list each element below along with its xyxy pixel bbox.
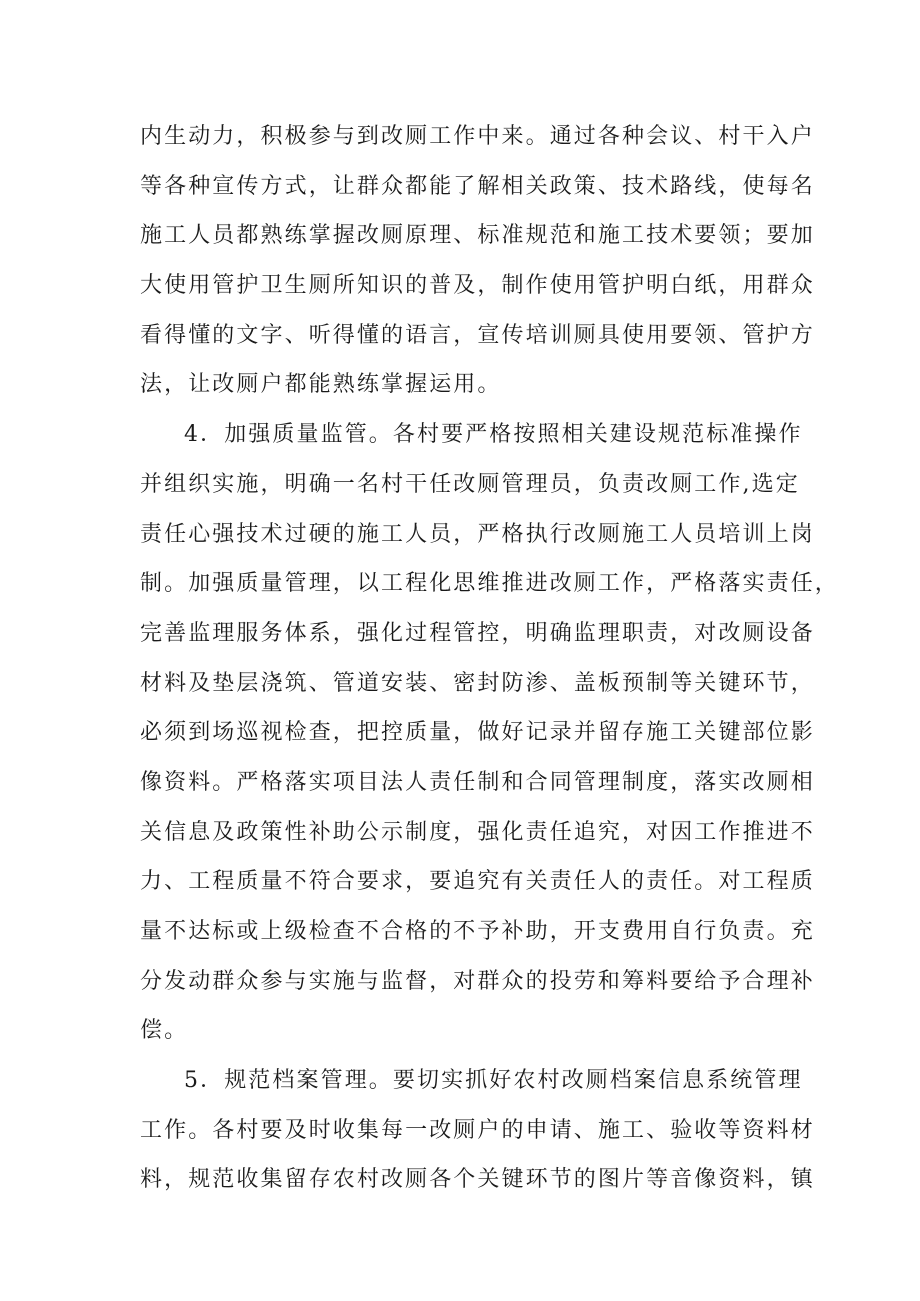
text-line: 偿。: [140, 1018, 189, 1044]
paragraph-publicity: [140, 112, 815, 410]
text-line: 量不达标或上级检查不合格的不予补助，开支费用自行负责。充: [140, 919, 815, 944]
text-line: 完善监理服务体系，强化过程管控，明确监理职责，对改厕设备: [140, 620, 815, 646]
text-line: 力、工程质量不符合要求，要追究有关责任人的责任。对工程质: [140, 869, 815, 895]
text-line: 大使用管护卫生厕所知识的普及，制作使用管护明白纸，用群众: [140, 273, 815, 299]
text-line: 5．规范档案管理。要切实抓好农村改厕档案信息系统管理: [184, 1068, 803, 1094]
text-line: 料，规范收集留存农村改厕各个关键环节的图片等音像资料，镇: [140, 1167, 815, 1193]
text-line: 施工人员都熟练掌握改厕原理、标准规范和施工技术要领；要加: [140, 223, 815, 249]
text-line: 像资料。严格落实项目法人责任制和合同管理制度，落实改厕相: [140, 769, 815, 795]
text-line: 分发动群众参与实施与监督，对群众的投劳和筹料要给予合理补: [140, 968, 815, 994]
text-line: 关信息及政策性补助公示制度，强化责任追究，对因工作推进不: [140, 819, 815, 845]
text-line: 必须到场巡视检查，把控质量，做好记录并留存施工关键部位影: [140, 720, 815, 746]
text-line: 并组织实施，明确一名村干任改厕管理员，负责改厕工作,选定: [140, 471, 800, 497]
paragraph-quality-supervision: [140, 410, 839, 1056]
text-line: 制。加强质量管理，以工程化思维推进改厕工作，严格落实责任，: [140, 571, 839, 597]
document-body: [140, 112, 839, 1205]
paragraph-archive-management: [140, 1056, 815, 1205]
text-line: 4．加强质量监管。各村要严格按照相关建设规范标准操作: [184, 422, 803, 448]
text-line: 责任心强技术过硬的施工人员，严格执行改厕施工人员培训上岗: [140, 521, 815, 547]
text-line: 内生动力，积极参与到改厕工作中来。通过各种会议、村干入户: [140, 124, 815, 149]
text-line: 工作。各村要及时收集每一改厕户的申请、施工、验收等资料材: [140, 1117, 815, 1143]
text-line: 看得懂的文字、听得懂的语言，宣传培训厕具使用要领、管护方: [140, 322, 815, 348]
text-line: 材料及垫层浇筑、管道安装、密封防渗、盖板预制等关键环节，: [140, 670, 815, 696]
text-line: 等各种宣传方式，让群众都能了解相关政策、技术路线，使每名: [140, 173, 815, 199]
text-line: 法，让改厕户都能熟练掌握运用。: [140, 372, 502, 398]
